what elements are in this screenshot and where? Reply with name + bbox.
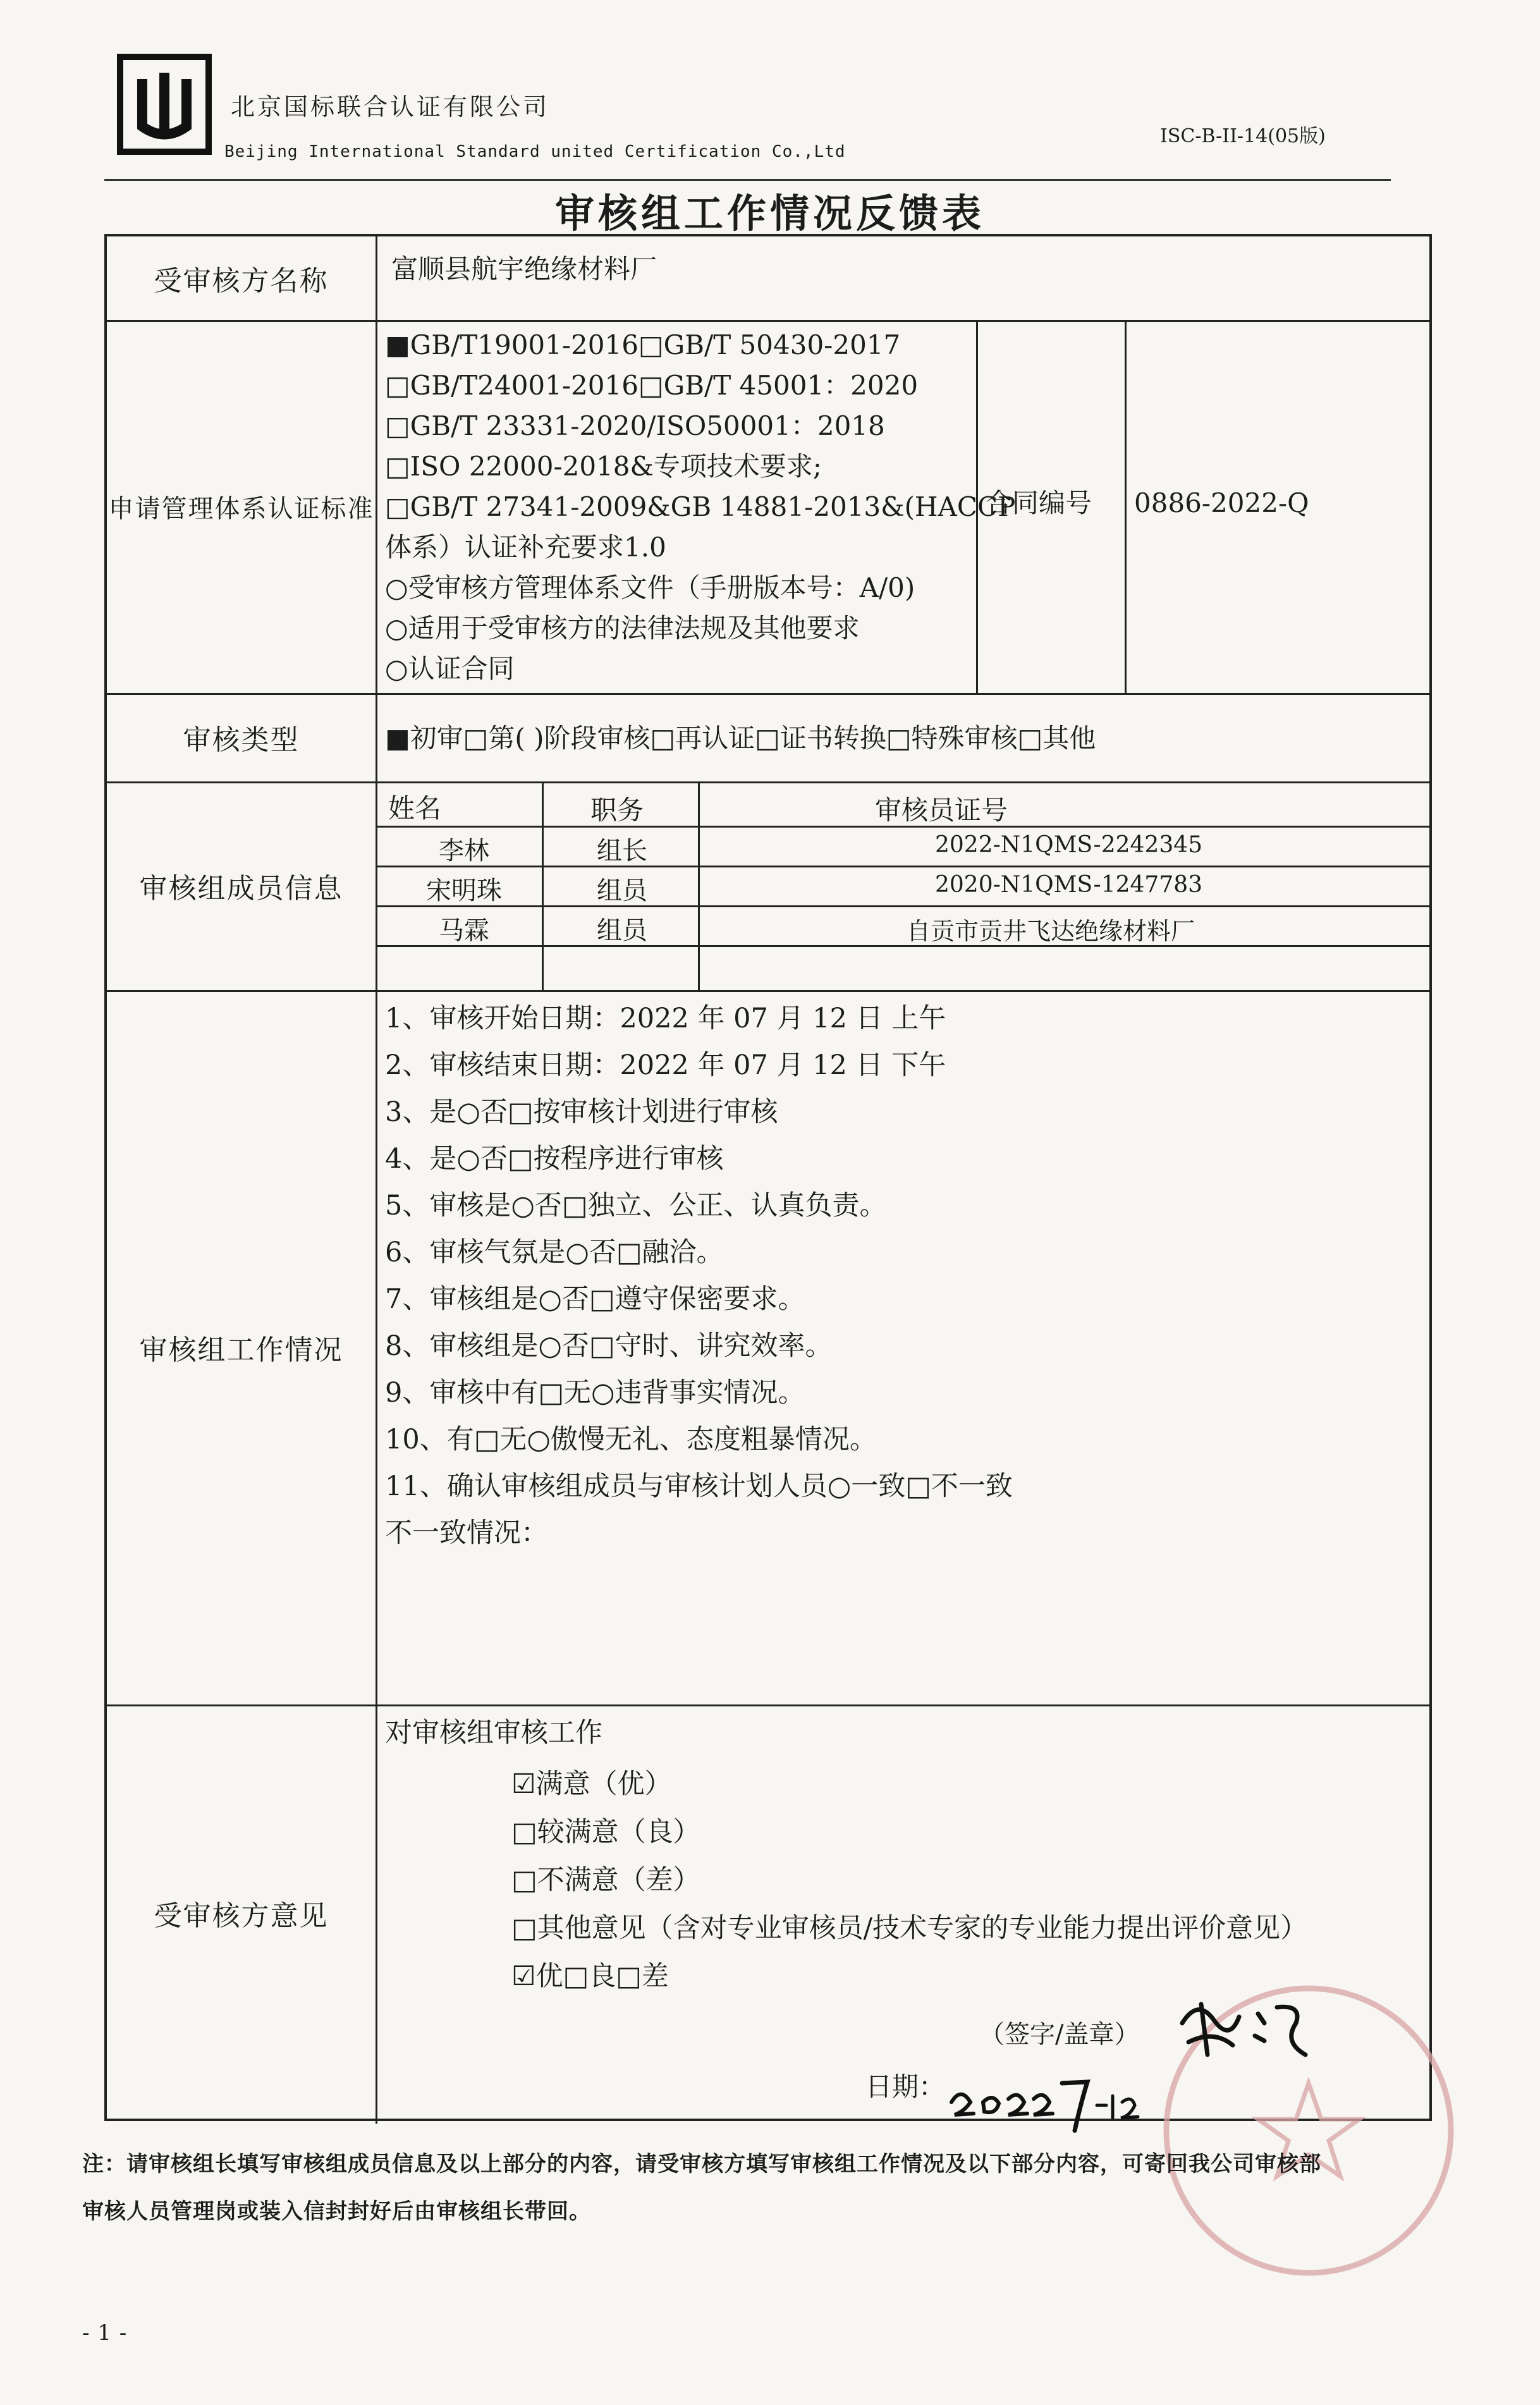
standard-line: □GB/T 27341-2009&GB 14881-2013&(HACCP (385, 491, 1016, 522)
work-item: 8、审核组是○否□守时、讲究效率。 (385, 1330, 833, 1362)
standard-line: ○认证合同 (385, 653, 515, 684)
document-code: ISC-B-II-14(05版) (1160, 125, 1326, 147)
feedback-table (104, 234, 1432, 2121)
work-item: 10、有□无○傲慢无礼、态度粗暴情况。 (385, 1424, 877, 1455)
footer-note-line2: 审核人员管理岗或装入信封封好后由审核组长带回。 (82, 2199, 591, 2224)
work-item: 9、审核中有□无○违背事实情况。 (385, 1377, 805, 1409)
auditee-label: 受审核方名称 (154, 265, 329, 297)
header-divider (104, 179, 1391, 181)
members-label: 审核组成员信息 (139, 872, 343, 905)
label-column-divider (376, 236, 377, 2124)
member-role: 组长 (597, 836, 647, 866)
work-item: 1、审核开始日期：2022 年 07 月 12 日 上午 (385, 1003, 946, 1034)
standard-line: □ISO 22000-2018&专项技术要求; (385, 451, 822, 482)
work-item: 4、是○否□按程序进行审核 (385, 1143, 724, 1175)
work-item: 11、确认审核组成员与审核计划人员○一致□不一致 (385, 1471, 1013, 1502)
work-item: 7、审核组是○否□遵守保密要求。 (385, 1283, 805, 1315)
standard-line: ○受审核方管理体系文件（手册版本号：A/0) (385, 572, 915, 603)
opinion-option[interactable]: □不满意（差） (511, 1864, 700, 1896)
member-name: 李林 (439, 836, 489, 866)
handwritten-signature (1170, 1985, 1328, 2074)
standard-line: □GB/T24001-2016□GB/T 45001：2020 (385, 370, 919, 401)
work-items (385, 995, 1013, 1557)
work-item: 3、是○否□按审核计划进行审核 (385, 1096, 778, 1128)
members-row-divider (376, 866, 1429, 867)
opinion-label: 受审核方意见 (154, 1900, 329, 1932)
work-label: 审核组工作情况 (139, 1334, 343, 1366)
standards-label: 申请管理体系认证标准 (108, 494, 374, 523)
member-cert: 自贡市贡井飞达绝缘材料厂 (907, 917, 1195, 945)
standard-line: ○适用于受审核方的法律法规及其他要求 (385, 613, 860, 644)
members-header-cert: 审核员证号 (875, 795, 1008, 826)
member-cert: 2022-N1QMS-2242345 (935, 832, 1203, 858)
members-col-divider (698, 781, 700, 990)
contract-label: 合同编号 (986, 487, 1092, 518)
contract-divider (1125, 320, 1127, 693)
company-logo (117, 54, 212, 155)
members-header-name: 姓名 (388, 793, 442, 824)
standard-line: □GB/T 23331-2020/ISO50001：2018 (385, 410, 885, 441)
page-title: 审核组工作情况反馈表 (554, 190, 985, 236)
members-header-role: 职务 (590, 795, 644, 826)
opinion-intro: 对审核组审核工作 (385, 1717, 602, 1749)
member-role: 组员 (597, 876, 647, 905)
opinion-option[interactable]: ☑优□良□差 (511, 1961, 669, 1992)
auditee-name: 富顺县航宇绝缘材料厂 (391, 254, 657, 285)
footer-note-line1: 注：请审核组长填写审核组成员信息及以上部分的内容，请受审核方填写审核组工作情况及以下部分内容，可寄回我公司审核部 (82, 2151, 1321, 2177)
contract-number: 0886-2022-Q (1134, 487, 1309, 518)
member-name: 马霖 (439, 916, 489, 945)
work-item: 2、审核结束日期：2022 年 07 月 12 日 下午 (385, 1050, 946, 1081)
opinion-option[interactable]: □其他意见（含对专业审核员/技术专家的专业能力提出评价意见） (511, 1912, 1308, 1944)
members-row-divider (376, 945, 1429, 947)
signature-label: （签字/盖章） (979, 2020, 1140, 2049)
members-row-divider (376, 905, 1429, 907)
members-col-divider (542, 781, 544, 990)
audit-type-label: 审核类型 (183, 724, 300, 756)
date-label: 日期： (865, 2071, 946, 2102)
handwritten-date (945, 2058, 1147, 2134)
audit-type-value: ■初审□第( )阶段审核□再认证□证书转换□特殊审核□其他 (385, 723, 1096, 754)
member-name: 宋明珠 (426, 876, 502, 905)
company-name-cn: 北京国标联合认证有限公司 (231, 93, 550, 121)
member-cert: 2020-N1QMS-1247783 (935, 872, 1203, 898)
work-item: 5、审核是○否□独立、公正、认真负责。 (385, 1190, 887, 1221)
opinion-options (511, 1760, 1307, 2000)
standards-list (385, 325, 1015, 689)
member-role: 组员 (597, 916, 647, 945)
opinion-option[interactable]: ☑满意（优） (511, 1768, 672, 1800)
company-name-en: Beijing International Standard united Certification Co.,Ltd (224, 142, 846, 161)
standard-line: 体系）认证补充要求1.0 (385, 532, 666, 563)
standard-line: ■GB/T19001-2016□GB/T 50430-2017 (385, 329, 901, 360)
opinion-option[interactable]: □较满意（良） (511, 1816, 700, 1848)
page-number: - 1 - (82, 2320, 128, 2346)
work-item: 不一致情况： (385, 1517, 548, 1549)
work-item: 6、审核气氛是○否□融洽。 (385, 1237, 724, 1268)
